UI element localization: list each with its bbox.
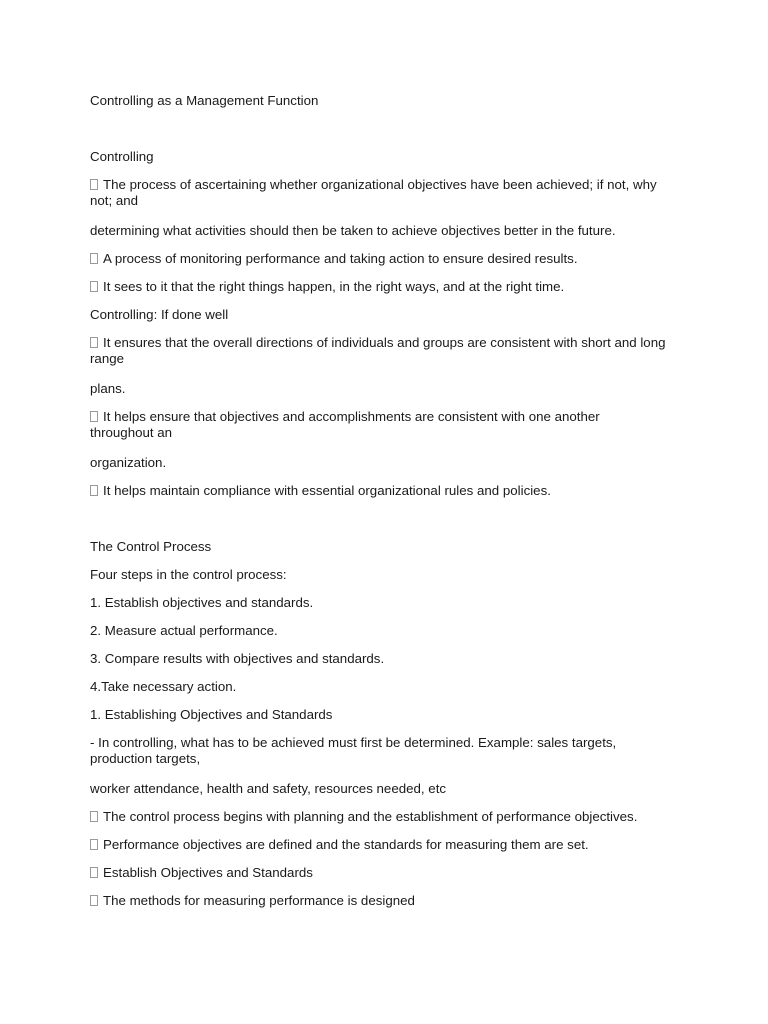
section-heading-control-process: The Control Process — [90, 539, 212, 554]
bullet-text: The methods for measuring performance is designed — [103, 893, 415, 908]
subheading-done-well: Controlling: If done well — [90, 307, 229, 322]
bullet-item — [90, 893, 415, 909]
bullet-glyph-icon — [90, 337, 98, 348]
bullet-text: It helps maintain compliance with essential organizational rules and policies. — [103, 483, 551, 498]
bullet-text: The control process begins with planning and the establishment of performance objectives. — [103, 809, 638, 824]
bullet-glyph-icon — [90, 811, 98, 822]
steps-intro: Four steps in the control process: — [90, 567, 287, 582]
paragraph-continuation: worker attendance, health and safety, resources needed, etc — [90, 781, 447, 796]
bullet-text: It sees to it that the right things happen, in the right ways, and at the right time. — [103, 279, 565, 294]
paragraph: - In controlling, what has to be achieved must first be determined. Example: sales targets, production targets, — [90, 735, 617, 766]
bullet-glyph-icon — [90, 895, 98, 906]
bullet-text: It helps ensure that objectives and accomplishments are consistent with one another throughout an — [90, 409, 600, 440]
bullet-glyph-icon — [90, 253, 98, 264]
step-item: 4.Take necessary action. — [90, 679, 237, 694]
bullet-item — [90, 809, 637, 825]
bullet-text: Performance objectives are defined and the standards for measuring them are set. — [103, 837, 589, 852]
bullet-glyph-icon — [90, 411, 98, 422]
bullet-item — [90, 837, 589, 853]
bullet-item — [90, 335, 670, 367]
step-item: 2. Measure actual performance. — [90, 623, 278, 638]
bullet-text: A process of monitoring performance and taking action to ensure desired results. — [103, 251, 578, 266]
bullet-item — [90, 409, 650, 441]
bullet-item — [90, 865, 313, 881]
section-heading-controlling: Controlling — [90, 149, 154, 164]
document-title: Controlling as a Management Function — [90, 93, 319, 108]
bullet-glyph-icon — [90, 867, 98, 878]
bullet-glyph-icon — [90, 281, 98, 292]
paragraph-continuation: determining what activities should then be taken to achieve objectives better in the future. — [90, 223, 616, 238]
bullet-item — [90, 177, 670, 209]
bullet-glyph-icon — [90, 839, 98, 850]
subheading-step1: 1. Establishing Objectives and Standards — [90, 707, 333, 722]
bullet-text: The process of ascertaining whether organizational objectives have been achieved; if not, why not; and — [90, 177, 657, 208]
step-item: 1. Establish objectives and standards. — [90, 595, 314, 610]
bullet-text: It ensures that the overall directions of individuals and groups are consistent with short and long range — [90, 335, 666, 366]
paragraph-continuation: organization. — [90, 455, 167, 470]
bullet-item — [90, 251, 578, 267]
step-item: 3. Compare results with objectives and standards. — [90, 651, 385, 666]
paragraph-continuation: plans. — [90, 381, 126, 396]
bullet-glyph-icon — [90, 179, 98, 190]
bullet-glyph-icon — [90, 485, 98, 496]
bullet-item — [90, 483, 551, 499]
bullet-item — [90, 279, 564, 295]
bullet-text: Establish Objectives and Standards — [103, 865, 313, 880]
